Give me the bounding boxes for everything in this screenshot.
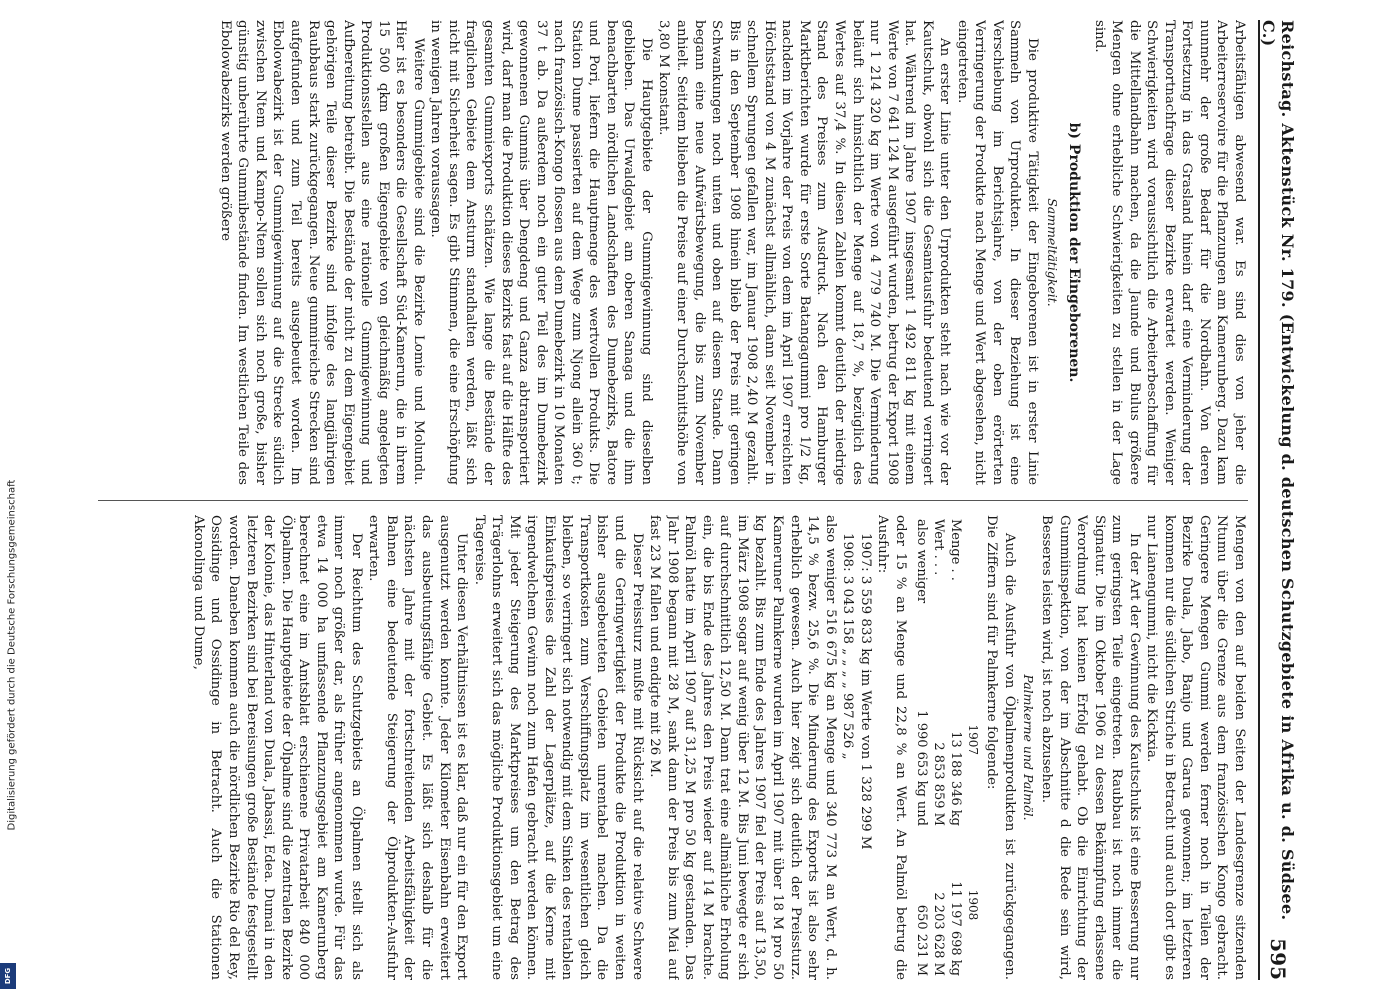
table-cell: 11 197 698 kg bbox=[947, 881, 963, 976]
subsection-title: Sammeltätigkeit. bbox=[1044, 198, 1060, 307]
paragraph: An erster Linie unter den Urprodukten steht nach wie vor der Kautschuk, obwohl sich die Gesamtausfuhr bedeutend verringert hat. Während im Jahre 1907 insgesamt 1 492 811 kg mit einem Werte von 7 641 124 M ausgeführt wurden, betrug der Export 1908 nur 1 214 320 kg im Werte von 4 779 740 M. Die Verminderung beläuft sich hinsichtlich der Menge auf 18,7 %, bezüglich des Wertes auf 37,4 %. In diesen Zahlen kommt deutlich der niedrige Stand des Preises zum Ausdruck. Nach den Hamburger Marktberichten wurde für erste Sorte Batangagummi pro 1/2 kg, nachdem im Vorjahre der Preis von dem im April 1907 erreichten Höchststand von 4 M zunächst allmählich, dann seit November in schnellem Sprungen gefallen war, im Januar 1908 2,40 M gezahlt. Bis in den September 1908 hinein blieb der Preis mit geringen Schwankungen noch unten und oben auf diesem Stande. Dann begann eine neue Aufwärtsbewegung, die bis zum November anhielt. Seitdem blieben die Preise auf einer Durchschnittshöhe von 3,80 M konstant. bbox=[656, 20, 953, 485]
digitization-note: Digitalisierung gefördert durch die Deutsche Forschungsgemeinschaft bbox=[6, 479, 18, 831]
table-cell: Menge . . bbox=[947, 519, 963, 581]
paragraph: Die produktive Tätigkeit der Eingeborenen ist in erster Linie Sammeln von Urprodukten. In dieser Beziehung ist eine Verschiebung im Berichtsjahre, von der oben erörterten Verringerung der Produkte nach Menge und Wert abgesehen, nicht eingetreten. bbox=[954, 20, 1040, 485]
running-title: Reichstag. Aktenstück Nr. 179. (Entwickelung d. deutschen Schutzgebiete in Afrika u. d. Südsee. C.) bbox=[1259, 20, 1297, 921]
paragraph: also weniger 516 675 kg an Menge und 340 773 M an Wert, d. h. 14,5 % bezw. 25,6 %. Die Minderung des Exports ist also sehr erheblich gewesen. Auch hier zeigt sich deutlich der Preissturz. Kameruner Palmkerne wurden im April 1907 mit über 18 M pro 50 kg bezahlt. Bis zum Ende des Jahres 1907 fiel der Preis auf 13,50, im März 1908 sogar auf wenig über 12 M. Bis Juni bewegte er sich auf durchschnittlich 12,50 M. Dann trat eine allmähliche Erholung ein, die bis Ende des Jahres den Preis wieder auf 14 M brachte. Palmöl hatte im April 1907 auf 31,25 M pro 50 kg gestanden. Das Jahr 1908 begann mit 28 M, sank dann der Preis bis zum Mai auf fast 23 M fallen und endigte mit 26 M. bbox=[647, 515, 838, 980]
palm-kernel-table bbox=[913, 515, 981, 980]
table-cell: Wert . . . bbox=[930, 519, 946, 576]
palm-oil-line-1907: 1907: 3 559 833 kg im Werte von 1 328 299 M bbox=[857, 533, 873, 850]
paragraph: Auch die Ausfuhr von Ölpalmenprodukten ist zurückgegangen. Die Ziffern sind für Palmkerne folgende: bbox=[984, 515, 1017, 980]
table-cell: also weniger bbox=[913, 519, 929, 604]
page-header bbox=[1258, 20, 1296, 980]
palm-oil-line-1908: 1908: 3 043 158 „ „ „ „ 987 526 „ bbox=[840, 533, 856, 760]
digitization-strip bbox=[2, 20, 16, 980]
left-column bbox=[98, 20, 1248, 485]
column-divider bbox=[98, 500, 1248, 501]
paragraph: Mengen von den auf beiden Seiten der Landesgrenze sitzenden Ntumu über die Grenze aus dem französischen Kongo gebracht. Geringere Mengen Gummi werden ferner noch in Teilen der Bezirke Duala, Jabo, Banjo und Garua gewonnen; im letzteren kommen nur die südlichen Striche in Betracht und auch dort gibt es nur Lianengummi, nicht die Kickxia. bbox=[1144, 515, 1247, 980]
paragraph: Dieser Preissturz mußte mit Rücksicht auf die relative Schwere und die Geringwertigkeit der Produkte die Produktion in weiten bisher ausgebeuteten Gebieten unrentabel machen. Da die Transportkosten zum Verschiffungsplatz im wesentlichen gleich bleiben, so verringert sich notwendig mit dem Sinken des rentablen Einkaufspreises die Zahl der Lagerplätze, auf die Kerne mit irgendwelchem Gewinn noch zum Hafen gebracht werden können. Mit jeder Steigerung des Marktpreises um den Betrag des Trägerlohns erweitert sich das mögliche Produktionsgebiet um eine Tagereise. bbox=[471, 515, 645, 980]
paragraph: In der Art der Gewinnung des Kautschuks ist eine Besserung nur zum geringsten Teile eingetreten. Raubbau ist noch immer die Signatur. Die im Oktober 1906 zu dessen Bekämpfung erlassene Verordnung hat keinen Erfolg gehabt. Ob die Einrichtung der Gummiinspektion, von der im Abschnitte d die Rede sein wird, Besseres leisten wird, ist noch abzusehen. bbox=[1038, 515, 1142, 980]
section-title: b) Produktion der Eingeborenen. bbox=[1066, 122, 1083, 383]
paragraph: Arbeitsfähigen abwesend war. Es sind dies von jeher die Arbeiterreservoire für die Pflanzungen am Kamerunberg. Dazu kam nunmehr der große Bedarf für die Nordbahn. Von deren Fortsetzung in das Grasland hinein darf eine Verminderung der Transportnachfrage dieser Bezirke erwartet werden. Weniger Schwierigkeiten wird voraussichtlich die Arbeiterbeschaffung für die Mittellandbahn machen, da die Jaunde und Bulus größere Mengen ohne erhebliche Schwierigkeiten zu stellen in der Lage sind. bbox=[1091, 20, 1247, 485]
paragraph: Unter diesen Verhältnissen ist es klar, daß nur ein für den Export ausgenutzt werden konnte. Jeder Kilometer Eisenbahn erweitert das ausbeutungsfähige Gebiet. Es läßt sich deshalb für die nächsten Jahre mit der fortschreitenden Arbeitsfähigkeit der Bahnen eine bedeutende Steigerung der Ölprodukten-Ausfuhr erwarten. bbox=[366, 515, 470, 980]
table-header: 1907 bbox=[965, 724, 980, 755]
right-column bbox=[98, 515, 1248, 980]
subsection-title: Palmkerne und Palmöl. bbox=[1021, 674, 1037, 821]
table-cell: 13 188 346 kg bbox=[947, 731, 963, 826]
dfg-logo: DFG bbox=[0, 963, 16, 989]
paragraph: Der Reichtum des Schutzgebiets an Ölpalmen stellt sich als immer noch größer dar, als früher angenommen wurde. Für das etwa 14 000 ha umfassende Pflanzungsgebiet am Kamerunberg berechnet eine im Amtsblatt erschienene Privatarbeit 840 000 Ölpalmen. Die Hauptgebiete der Ölpalme sind die zentralen Bezirke der Kolonie, das Hinterland von Duala, Jabassi, Edea. Dumai in den letzteren Bezirken sind bei Bereisungen große Bestände festgestellt worden. Daneben kommen auch die nördlichen Bezirke Rio del Rey, Ossidinge und Ossidinge in Betracht. Auch die Stationen Akonolinga und Dume, bbox=[190, 515, 364, 980]
paragraph: Weitere Gummigebiete sind die Bezirke Lomie und Molundu. Hier ist es besonders die Gesellschaft Süd-Kamerun, die in ihrem 15 500 qkm großen Eigengebiete von gleichmäßig angelegten Produktionsstellen aus eine rationelle Gummigewinnung und Aufbereitung betreibt. Die Bestände der nicht zu dem Eigengebiet gehörigen Teile dieser Bezirke sind infolge des langjährigen Raubbaus stark zurückgegangen. Neue gummireiche Strecken sind aufgefunden und zum Teil bereits ausgebeutet worden. Im Ebolowabezirk ist der Gummigewinnung auf die Strecke südlich zwischen Ntem und Kampo-Ntem sollen sich noch große, bisher günstig unberührte Gummibestände finden. Im westlichen Teile des Ebolowabezirks werden größere bbox=[217, 20, 426, 485]
table-cell: 2 203 628 M bbox=[930, 892, 946, 976]
table-row bbox=[930, 515, 947, 980]
paragraph: oder 15 % an Menge und 22,8 % an Wert. An Palmöl betrug die Ausfuhr: bbox=[875, 515, 908, 980]
page-number: 595 bbox=[1266, 938, 1290, 980]
table-header: 1908 bbox=[965, 889, 980, 921]
table-cell: 1 990 653 kg und bbox=[913, 710, 929, 826]
scanned-page bbox=[86, 20, 1296, 980]
table-cell: 650 231 M bbox=[913, 904, 929, 976]
table-row bbox=[913, 515, 930, 980]
table-row bbox=[947, 515, 964, 980]
paragraph: Die Hauptgebiete der Gummigewinnung sind dieselben geblieben. Das Urwaldgebiet am oberen Sanaga und die ihm benachbarten nördlichen Landschaften des Dumebezirks, Batore und Pori, liefern die Hauptmenge des wertvollen Produkts. Die Station Dume passierten auf dem Wege zum Njong allein 360 t; nach französisch-Kongo flossen aus dem Dumebezirk in 10 Monaten 37 t ab. Da außerdem noch ein guter Teil des im Dumebezirk gewonnenen Gummis über Dengdeng und Ganza abtransportiert wird, darf man die Produktion dieses Bezirks fast auf die Hälfte des gesamten Gummiexports schätzen. Wie lange die Bestände der fraglichen Gebiete dem Ansturm standhalten werden, läßt sich nicht mit Sicherheit sagen. Es gibt Stimmen, die eine Erschöpfung in wenigen Jahren voraussagen. bbox=[428, 20, 654, 485]
table-cell: 2 853 859 M bbox=[930, 742, 946, 826]
